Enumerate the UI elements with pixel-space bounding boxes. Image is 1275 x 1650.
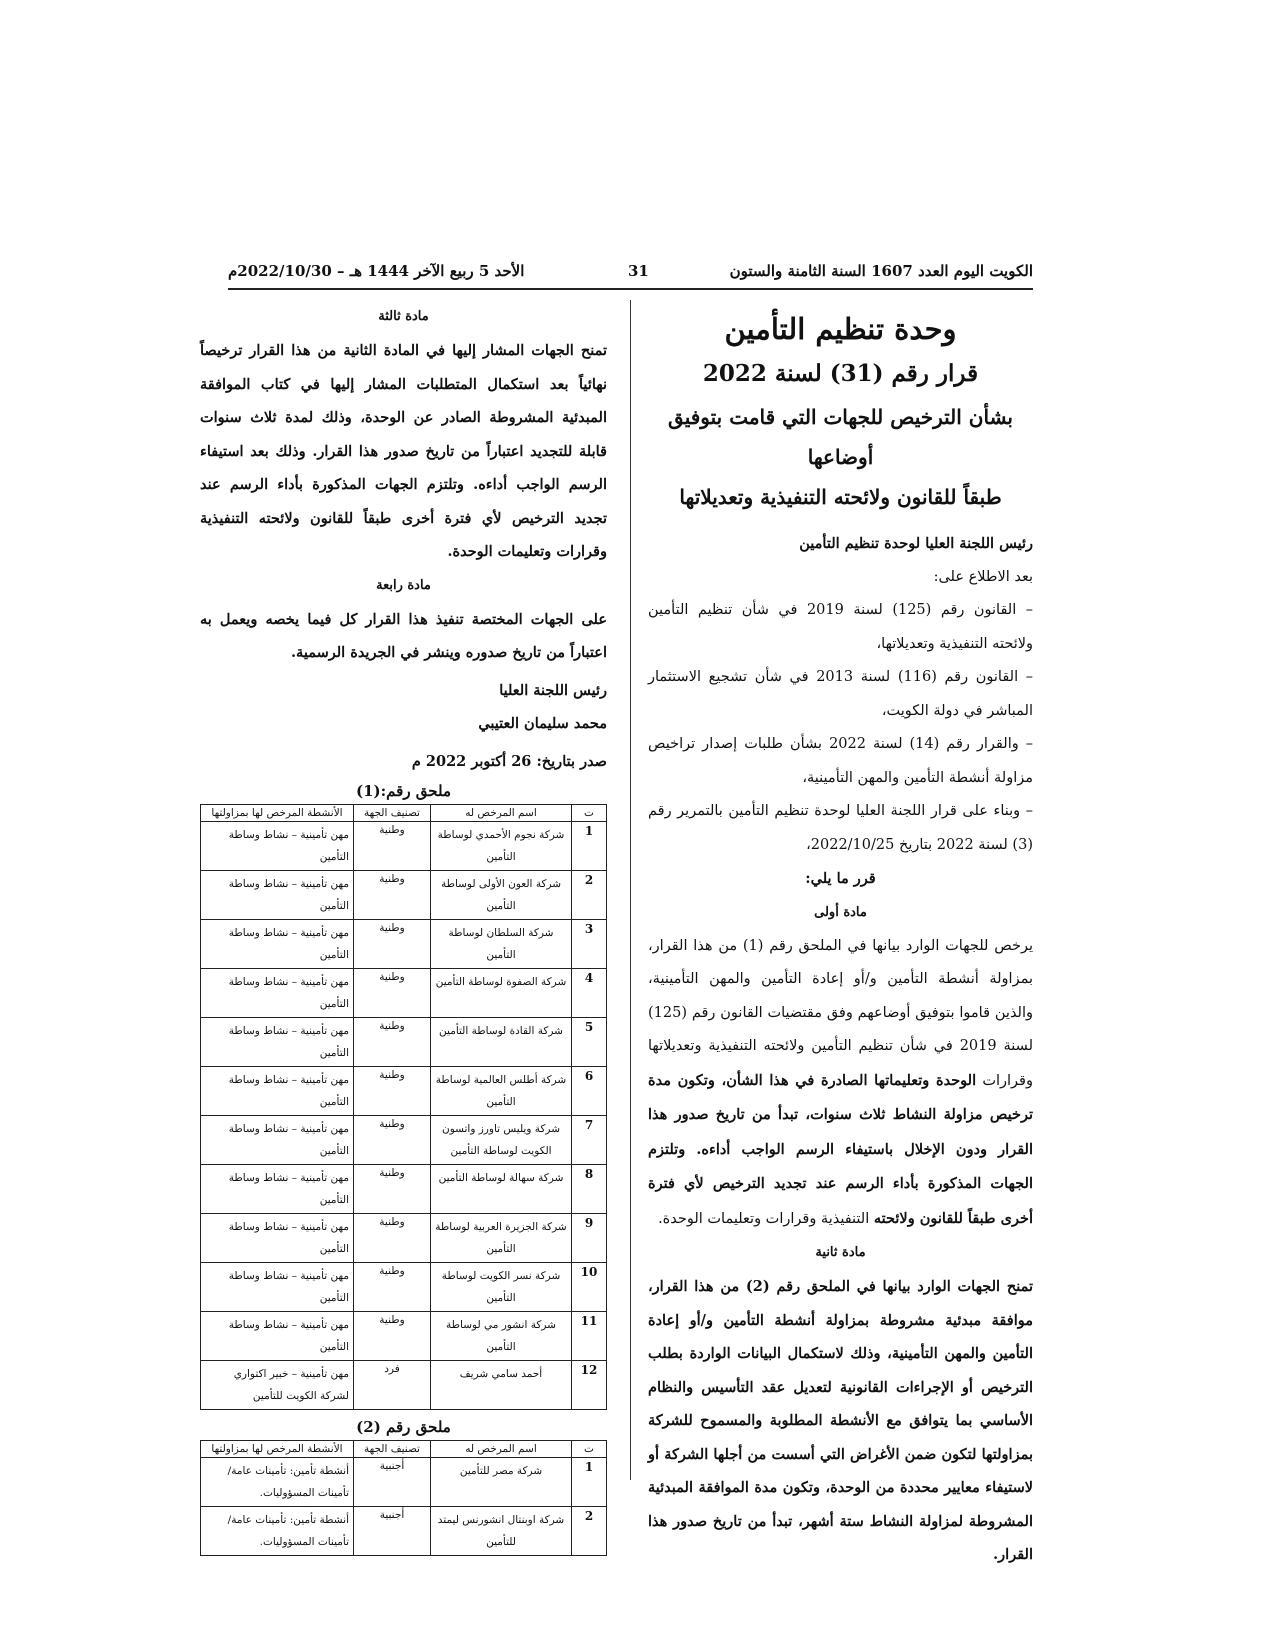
licensee-name: شركة العون الأولى لوساطة التأمين bbox=[431, 871, 572, 920]
entity-type: وطنية bbox=[354, 1116, 431, 1165]
entity-type: وطنية bbox=[354, 1214, 431, 1263]
table-row bbox=[201, 1263, 607, 1312]
table-row bbox=[201, 1018, 607, 1067]
header-cell: تصنيف الجهة bbox=[354, 805, 431, 822]
annex-1-header-row bbox=[201, 805, 607, 822]
article-1-part-b: الوحدة وتعليماتها الصادرة في هذا الشأن، وتكون مدة ترخيص مزاولة النشاط ثلاث سنوات، تبدأ من تاريخ صدور هذا القرار ودون الإخلال باستيفاء الرسم الواجب أداءه. وتلتزم الجهات المذكورة بأداء الرسم عند تجديد الترخيص لأي فترة أخرى طبقاً للقانون ولائحته bbox=[648, 1071, 1033, 1227]
entity-type: وطنية bbox=[354, 1165, 431, 1214]
entity-type: أجنبية bbox=[354, 1507, 431, 1556]
header-date: الأحد 5 ربيع الآخر 1444 هـ – 2022/10/30م bbox=[228, 262, 525, 280]
table-row bbox=[201, 969, 607, 1018]
licensed-activity: مهن تأمينية – نشاط وساطة التأمين bbox=[201, 1214, 354, 1263]
issuer: رئيس اللجنة العليا لوحدة تنظيم التأمين bbox=[799, 535, 1033, 552]
table-row bbox=[201, 920, 607, 969]
table-row bbox=[201, 1458, 607, 1507]
reference-3: – والقرار رقم (14) لسنة 2022 بشأن طلبات إصدار تراخيص مزاولة أنشطة التأمين والمهن التأمينية، bbox=[648, 736, 1033, 786]
licensed-activity: مهن تأمينية – نشاط وساطة التأمين bbox=[201, 1116, 354, 1165]
article-4-text: على الجهات المختصة تنفيذ هذا القرار كل فيما يخصه ويعمل به اعتباراً من تاريخ صدوره وينشر في الجريدة الرسمية. bbox=[200, 610, 607, 661]
header-cell: الأنشطة المرخص لها بمزاولتها bbox=[201, 805, 354, 822]
licensee-name: شركة السلطان لوساطة التأمين bbox=[431, 920, 572, 969]
licensee-name: شركة اوبنتال انشورنس ليمتد للتأمين bbox=[431, 1507, 572, 1556]
entity-type: فرد bbox=[354, 1361, 431, 1410]
licensee-name: شركة أطلس العالمية لوساطة التأمين bbox=[431, 1067, 572, 1116]
header-cell: ت bbox=[572, 805, 607, 822]
licensee-name: أحمد سامي شريف bbox=[431, 1361, 572, 1410]
annex-2-table bbox=[200, 1440, 607, 1556]
row-number: 6 bbox=[572, 1067, 607, 1116]
table-row bbox=[201, 871, 607, 920]
article-2-title: مادة ثانية bbox=[815, 1245, 866, 1260]
entity-type: وطنية bbox=[354, 1067, 431, 1116]
entity-type: أجنبية bbox=[354, 1458, 431, 1507]
issue-date: صدر بتاريخ: 26 أكتوبر 2022 م bbox=[411, 752, 607, 770]
table-row bbox=[201, 1214, 607, 1263]
licensee-name: شركة نجوم الأحمدي لوساطة التأمين bbox=[431, 822, 572, 871]
signer-name: محمد سليمان العتيبي bbox=[478, 715, 607, 732]
row-number: 2 bbox=[572, 1507, 607, 1556]
licensee-name: شركة ويليس تاورز واتسون الكويت لوساطة التأمين bbox=[431, 1116, 572, 1165]
row-number: 7 bbox=[572, 1116, 607, 1165]
row-number: 3 bbox=[572, 920, 607, 969]
annex-2-header-row bbox=[201, 1441, 607, 1458]
unit-title: وحدة تنظيم التأمين bbox=[724, 312, 957, 346]
decision-number: قرار رقم (31) لسنة 2022 bbox=[702, 360, 979, 387]
row-number: 12 bbox=[572, 1361, 607, 1410]
licensed-activity: مهن تأمينية – نشاط وساطة التأمين bbox=[201, 1018, 354, 1067]
licensed-activity: مهن تأمينية – نشاط وساطة التأمين bbox=[201, 969, 354, 1018]
decided-heading: قرر ما يلي: bbox=[805, 870, 876, 887]
row-number: 1 bbox=[572, 822, 607, 871]
table-row bbox=[201, 1312, 607, 1361]
entity-type: وطنية bbox=[354, 920, 431, 969]
article-1-text bbox=[648, 930, 1033, 1237]
licensed-activity: مهن تأمينية – خبير اكتواري لشركة الكويت للتأمين bbox=[201, 1361, 354, 1410]
row-number: 1 bbox=[572, 1458, 607, 1507]
header-publication: الكويت اليوم العدد 1607 السنة الثامنة والستون bbox=[729, 262, 1033, 280]
licensed-activity: مهن تأمينية – نشاط وساطة التأمين bbox=[201, 822, 354, 871]
entity-type: وطنية bbox=[354, 1018, 431, 1067]
licensee-name: شركة الصفوة لوساطة التأمين bbox=[431, 969, 572, 1018]
header-cell: اسم المرخص له bbox=[431, 1441, 572, 1458]
entity-type: وطنية bbox=[354, 1263, 431, 1312]
article-3-text: تمنح الجهات المشار إليها في المادة الثانية من هذا القرار ترخيصاً نهائياً بعد استكمال المتطلبات المشار إليها في كتاب الموافقة المبدئية المشروطة الصادر عن الوحدة، وذلك لمدة ثلاث سنوات قابلة للتجديد اعتباراً من تاريخ صدور هذا القرار. وذلك بعد استيفاء الرسم الواجب أداءه. وتلتزم الجهات المذكورة بأداء الرسم عند تجديد الترخيص لأي فترة أخرى طبقاً للقانون ولائحته التنفيذية وقرارات وتعليمات الوحدة. bbox=[200, 342, 607, 560]
table-row bbox=[201, 1361, 607, 1410]
licensed-activity: مهن تأمينية – نشاط وساطة التأمين bbox=[201, 1312, 354, 1361]
subject-line-2: طبقاً للقانون ولائحته التنفيذية وتعديلاتها bbox=[679, 485, 1002, 509]
article-3-title: مادة ثالثة bbox=[378, 309, 429, 324]
reference-1: – القانون رقم (125) لسنة 2019 في شأن تنظيم التأمين ولائحته التنفيذية وتعديلاتها، bbox=[648, 602, 1033, 652]
row-number: 4 bbox=[572, 969, 607, 1018]
licensee-name: شركة سهالة لوساطة التأمين bbox=[431, 1165, 572, 1214]
header-rule bbox=[228, 288, 1033, 290]
subject-line-1: بشأن الترخيص للجهات التي قامت بتوفيق أوضاعها bbox=[668, 405, 1013, 469]
entity-type: وطنية bbox=[354, 871, 431, 920]
table-row bbox=[201, 822, 607, 871]
table-row bbox=[201, 1165, 607, 1214]
left-column bbox=[200, 300, 607, 1556]
decision-subject bbox=[648, 397, 1033, 517]
annex-1-title: ملحق رقم:(1) bbox=[356, 782, 451, 800]
row-number: 5 bbox=[572, 1018, 607, 1067]
entity-type: وطنية bbox=[354, 822, 431, 871]
article-1-part-a: يرخص للجهات الوارد بيانها في الملحق رقم (1) من هذا القرار، بمزاولة أنشطة التأمين و/أو إعادة التأمين والمهن التأمينية، والذين قاموا بتوفيق أوضاعهم وفق مقتضيات القانون رقم (125) لسنة 2019 في شأن تنظيم التأمين ولائحته التنفيذية وتعديلاتها وقرارات bbox=[648, 937, 1033, 1089]
signer-title: رئيس اللجنة العليا bbox=[499, 681, 607, 699]
licensee-name: شركة مصر للتأمين bbox=[431, 1458, 572, 1507]
licensee-name: شركة نسر الكويت لوساطة التأمين bbox=[431, 1263, 572, 1312]
header-cell: ت bbox=[572, 1441, 607, 1458]
licensed-activity: مهن تأمينية – نشاط وساطة التأمين bbox=[201, 1263, 354, 1312]
reference-4: – وبناء على قرار اللجنة العليا لوحدة تنظيم التأمين بالتمرير رقم (3) لسنة 2022 بتاريخ 2022/10/25، bbox=[648, 803, 1033, 853]
table-row bbox=[201, 1507, 607, 1556]
header-cell: تصنيف الجهة bbox=[354, 1441, 431, 1458]
licensed-activity: مهن تأمينية – نشاط وساطة التأمين bbox=[201, 871, 354, 920]
entity-type: وطنية bbox=[354, 1312, 431, 1361]
licensee-name: شركة الجزيرة العربية لوساطة التأمين bbox=[431, 1214, 572, 1263]
licensed-activity: مهن تأمينية – نشاط وساطة التأمين bbox=[201, 1067, 354, 1116]
reference-2: – القانون رقم (116) لسنة 2013 في شأن تشجيع الاستثمار المباشر في دولة الكويت، bbox=[648, 669, 1033, 719]
article-4-title: مادة رابعة bbox=[376, 577, 431, 593]
header-cell: الأنشطة المرخص لها بمزاولتها bbox=[201, 1441, 354, 1458]
entity-type: وطنية bbox=[354, 969, 431, 1018]
annex-2-title: ملحق رقم (2) bbox=[356, 1418, 451, 1436]
row-number: 2 bbox=[572, 871, 607, 920]
annex-1-table bbox=[200, 804, 607, 1410]
right-column bbox=[648, 300, 1033, 1572]
article-2-text: تمنح الجهات الوارد بيانها في الملحق رقم (2) من هذا القرار، موافقة مبدئية مشروطة بمزاولة أنشطة التأمين و/أو إعادة التأمين والمهن التأمينية، وذلك لاستكمال البيانات الواردة بطلب الترخيص أو الإجراءات القانونية لتعديل عقد التأسيس والنظام الأساسي بما يتوافق مع الأنشطة المطلوبة والمسموح للشركة بمزاولتها لتكون ضمن الأغراض التي أسست من أجلها الشركة أو لاستيفاء معايير محددة من الوحدة، وتكون مدة الموافقة المبدئية المشروطة لمزاولة النشاط ستة أشهر، تبدأ من تاريخ صدور هذا القرار. bbox=[648, 1278, 1034, 1563]
licensed-activity: أنشطة تأمين: تأمينات عامة/تأمينات المسؤوليات. bbox=[201, 1507, 354, 1556]
row-number: 10 bbox=[572, 1263, 607, 1312]
licensed-activity: مهن تأمينية – نشاط وساطة التأمين bbox=[201, 1165, 354, 1214]
table-row bbox=[201, 1116, 607, 1165]
row-number: 11 bbox=[572, 1312, 607, 1361]
after-review: بعد الاطلاع على: bbox=[933, 568, 1033, 585]
licensed-activity: مهن تأمينية – نشاط وساطة التأمين bbox=[201, 920, 354, 969]
table-row bbox=[201, 1067, 607, 1116]
row-number: 8 bbox=[572, 1165, 607, 1214]
article-1-title: مادة أولى bbox=[814, 904, 867, 920]
licensee-name: شركة القادة لوساطة التأمين bbox=[431, 1018, 572, 1067]
article-1-part-c: التنفيذية وقرارات وتعليمات الوحدة. bbox=[658, 1210, 870, 1227]
page-number: 31 bbox=[628, 262, 649, 280]
row-number: 9 bbox=[572, 1214, 607, 1263]
licensee-name: شركة انشور مي لوساطة التأمين bbox=[431, 1312, 572, 1361]
header-cell: اسم المرخص له bbox=[431, 805, 572, 822]
column-divider bbox=[630, 300, 631, 1480]
licensed-activity: أنشطة تأمين: تأمينات عامة/تأمينات المسؤوليات. bbox=[201, 1458, 354, 1507]
page-header bbox=[228, 262, 1033, 284]
